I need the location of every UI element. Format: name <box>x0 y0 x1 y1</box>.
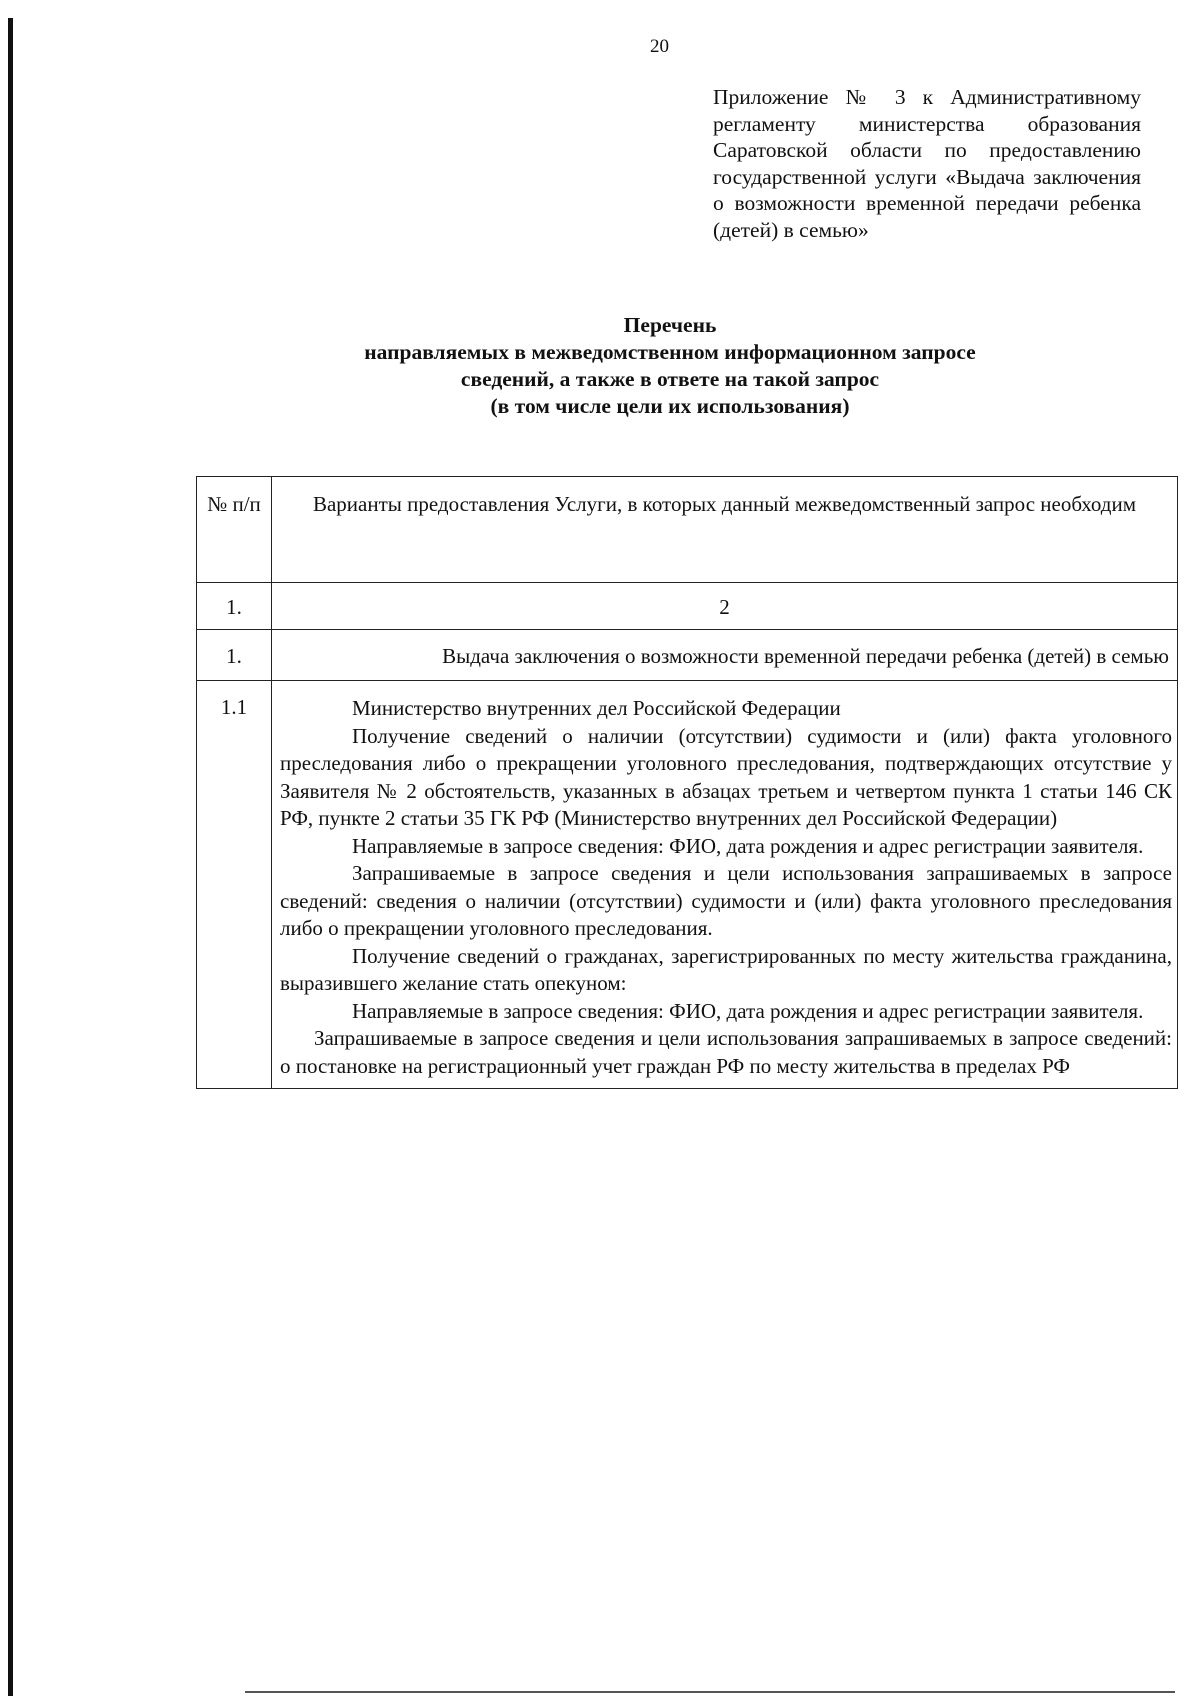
index-num-cell: 1. <box>197 583 272 630</box>
document-title <box>250 312 1090 420</box>
table-index-row <box>197 583 1178 630</box>
page-number: 20 <box>650 36 669 57</box>
title-line-1: Перечень <box>623 313 717 337</box>
title-line-4: (в том числе цели их использования) <box>490 394 850 418</box>
detail-paragraph-sent-data-1: Направляемые в запросе сведения: ФИО, дата рождения и адрес регистрации заявителя. <box>352 833 1144 858</box>
left-scan-border <box>8 18 13 1696</box>
detail-num-cell: 1.1 <box>197 681 272 1089</box>
detail-paragraph-sent-data-2: Направляемые в запросе сведения: ФИО, дата рождения и адрес регистрации заявителя. <box>352 998 1144 1023</box>
header-num-cell: № п/п <box>197 477 272 583</box>
detail-paragraph-registered-citizens: Получение сведений о гражданах, зарегистрированных по месту жительства гражданина, выразившего желание стать опекуном: <box>280 943 1172 995</box>
header-variants-cell: Варианты предоставления Услуги, в которых данный межведомственный запрос необходим <box>272 477 1178 583</box>
detail-text-cell <box>272 681 1178 1089</box>
table-header-row <box>197 477 1178 583</box>
variant-num-cell: 1. <box>197 630 272 681</box>
requests-table <box>196 476 1178 1089</box>
detail-paragraph-requested-data-1: Запрашиваемые в запросе сведения и цели использования запрашиваемых в запросе сведений: сведения о наличии (отсутствии) судимости и (или) факта уголовного преследования либо о прекращении уголовного преследования. <box>280 861 1172 940</box>
variant-text-cell: Выдача заключения о возможности временной передачи ребенка (детей) в семью <box>272 630 1178 681</box>
title-line-2: направляемых в межведомственном информационном запросе <box>364 340 976 364</box>
detail-paragraph-ministry: Министерство внутренних дел Российской Федерации <box>352 696 841 720</box>
detail-paragraph-criminal-record: Получение сведений о наличии (отсутствии) судимости и (или) факта уголовного преследования либо о прекращении уголовного преследования, подтверждающих отсутствие у Заявителя № 2 обстоятельств, указанных в абзацах третьем и четвертом пункта 1 статьи 146 СК РФ, пункте 2 статьи 35 ГК РФ (Министерство внутренних дел Российской Федерации) <box>280 723 1172 830</box>
index-col2-cell: 2 <box>272 583 1178 630</box>
title-line-3: сведений, а также в ответе на такой запрос <box>460 367 880 391</box>
table-row <box>197 681 1178 1089</box>
appendix-note: Приложение № 3 к Административному регламенту министерства образования Саратовской области по предоставлению государственной услуги «Выдача заключения о возможности временной передачи ребенка (детей) в семью» <box>713 85 1141 242</box>
table-row <box>197 630 1178 681</box>
bottom-scan-border <box>245 1691 1175 1693</box>
detail-paragraph-requested-data-2: Запрашиваемые в запросе сведения и цели использования запрашиваемых в запросе сведений: о постановке на регистрационный учет граждан РФ по месту жительства в пределах РФ <box>280 1026 1172 1078</box>
